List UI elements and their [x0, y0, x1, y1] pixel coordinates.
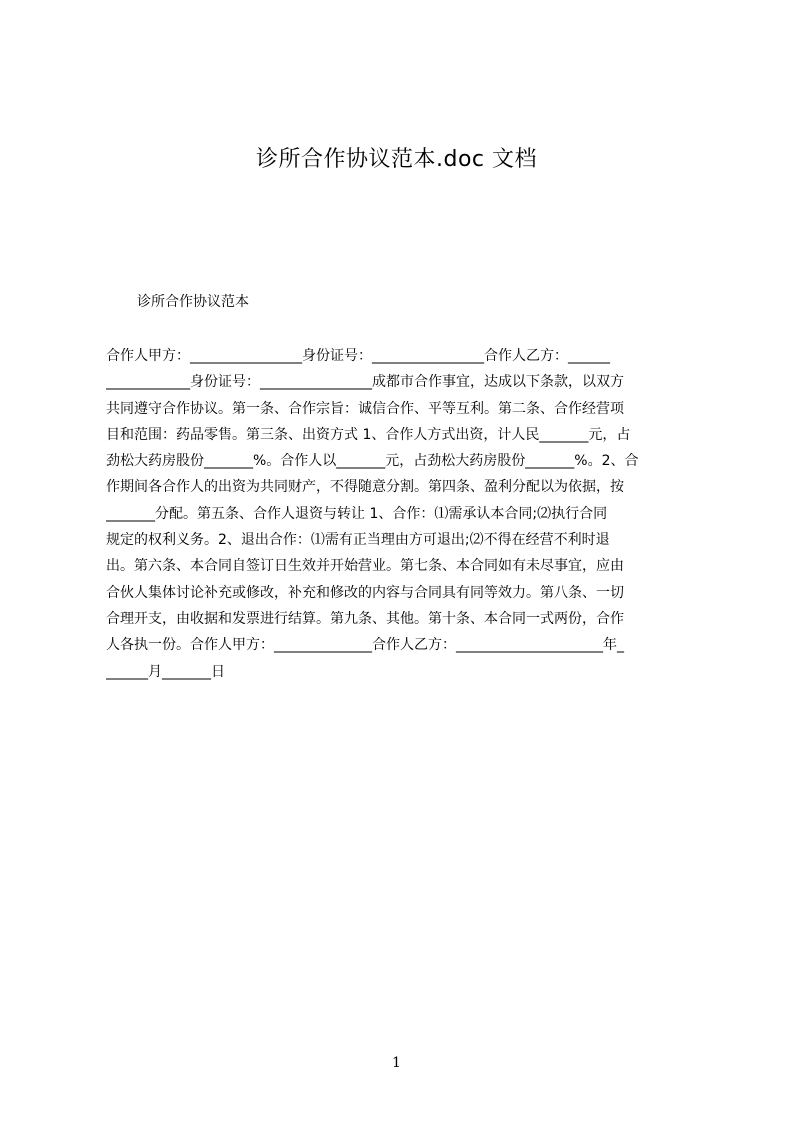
body-line: ____________身份证号：________________成都市合作事宜，达成以下条款，以双方 [106, 374, 624, 391]
body-line: 合作人甲方：________________身份证号：________________合作人乙方：______ [106, 348, 610, 364]
document-body [106, 343, 698, 685]
document-subheading: 诊所合作协议范本 [137, 294, 249, 310]
body-line: 合伙人集体讨论补充或修改，补充和修改的内容与合同具有同等效力。第八条、一切 [106, 584, 624, 601]
body-line: 目和范围：药品零售。第三条、出资方式 1、合作人方式出资，计人民_______元，占 [106, 426, 631, 443]
body-line: 规定的权利义务。2、退出合作：⑴需有正当理由方可退出;⑵不得在经营不利时退 [106, 532, 610, 549]
body-line: 出。第六条、本合同自签订日生效并开始营业。第七条、本合同如有未尽事宜，应由 [106, 558, 624, 575]
body-line: 合理开支，由收据和发票进行结算。第九条、其他。第十条、本合同一式两份，合作 [106, 610, 624, 627]
body-line: ______月_______日 [106, 663, 225, 680]
document-title: 诊所合作协议范本.doc 文档 [255, 147, 537, 172]
page-number: 1 [392, 1055, 401, 1071]
body-line: 劲松大药房股份_______%。合作人以_______元，占劲松大药房股份_______%。2、合 [106, 453, 639, 470]
body-line: 人各执一份。合作人甲方：______________合作人乙方：_____________________年_ [106, 637, 624, 654]
body-line: 作期间各合作人的出资为共同财产，不得随意分割。第四条、盈利分配以为依据，按 [106, 479, 624, 496]
body-line: _______分配。第五条、合作人退资与转让 1、合作：⑴需承认本合同;⑵执行合同 [106, 505, 608, 522]
body-line: 共同遵守合作协议。第一条、合作宗旨：诚信合作、平等互利。第二条、合作经营项 [106, 400, 624, 417]
